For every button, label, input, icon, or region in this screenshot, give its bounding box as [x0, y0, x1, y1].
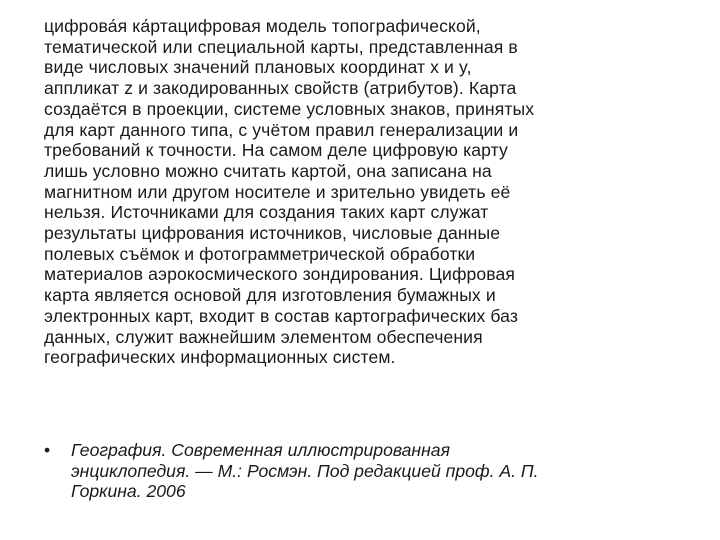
paragraph-line: тематической или специальной карты, представленная в — [44, 36, 518, 57]
paragraph-line: данных, служит важнейшим элементом обеспечения — [44, 326, 483, 347]
citation-line: География. Современная иллюстрированная — [71, 440, 450, 460]
paragraph-line: лишь условно можно считать картой, она записана на — [44, 160, 492, 181]
citation-line: Горкина. 2006 — [71, 481, 186, 502]
paragraph-line: нельзя. Источниками для создания таких карт служат — [44, 202, 489, 223]
paragraph-line: географических информационных систем. — [44, 347, 396, 368]
paragraph-line: создаётся в проекции, системе условных знаков, принятых — [44, 98, 535, 119]
paragraph-line: полевых съёмок и фотограмметрической обработки — [44, 243, 476, 264]
paragraph-line: для карт данного типа, с учётом правил генерализации и — [44, 119, 519, 140]
paragraph-line: магнитном или другом носителе и зрительно увидеть её — [44, 181, 511, 202]
citation-list-item — [44, 440, 694, 502]
paragraph-line: требований к точности. На самом деле цифровую карту — [44, 140, 508, 161]
paragraph-line: материалов аэрокосмического зондирования. Цифровая — [44, 264, 516, 285]
paragraph-line: аппликат z и закодированных свойств (атрибутов). Карта — [44, 78, 517, 99]
citation-line: энциклопедия. — М.: Росмэн. Под редакцией проф. А. П. — [71, 460, 539, 481]
citation-text — [71, 440, 694, 502]
paragraph-line: виде числовых значений плановых координат x и y, — [44, 57, 472, 78]
paragraph-line: результаты цифрования источников, числовые данные — [44, 223, 501, 244]
paragraph-line: карта является основой для изготовления бумажных и — [44, 285, 496, 306]
paragraph-line: электронных карт, входит в состав картографических баз — [44, 305, 519, 326]
bullet-icon: • — [44, 440, 51, 460]
definition-paragraph — [44, 16, 684, 368]
paragraph-line: цифрова́я ка́ртацифровая модель топографической, — [44, 16, 481, 36]
